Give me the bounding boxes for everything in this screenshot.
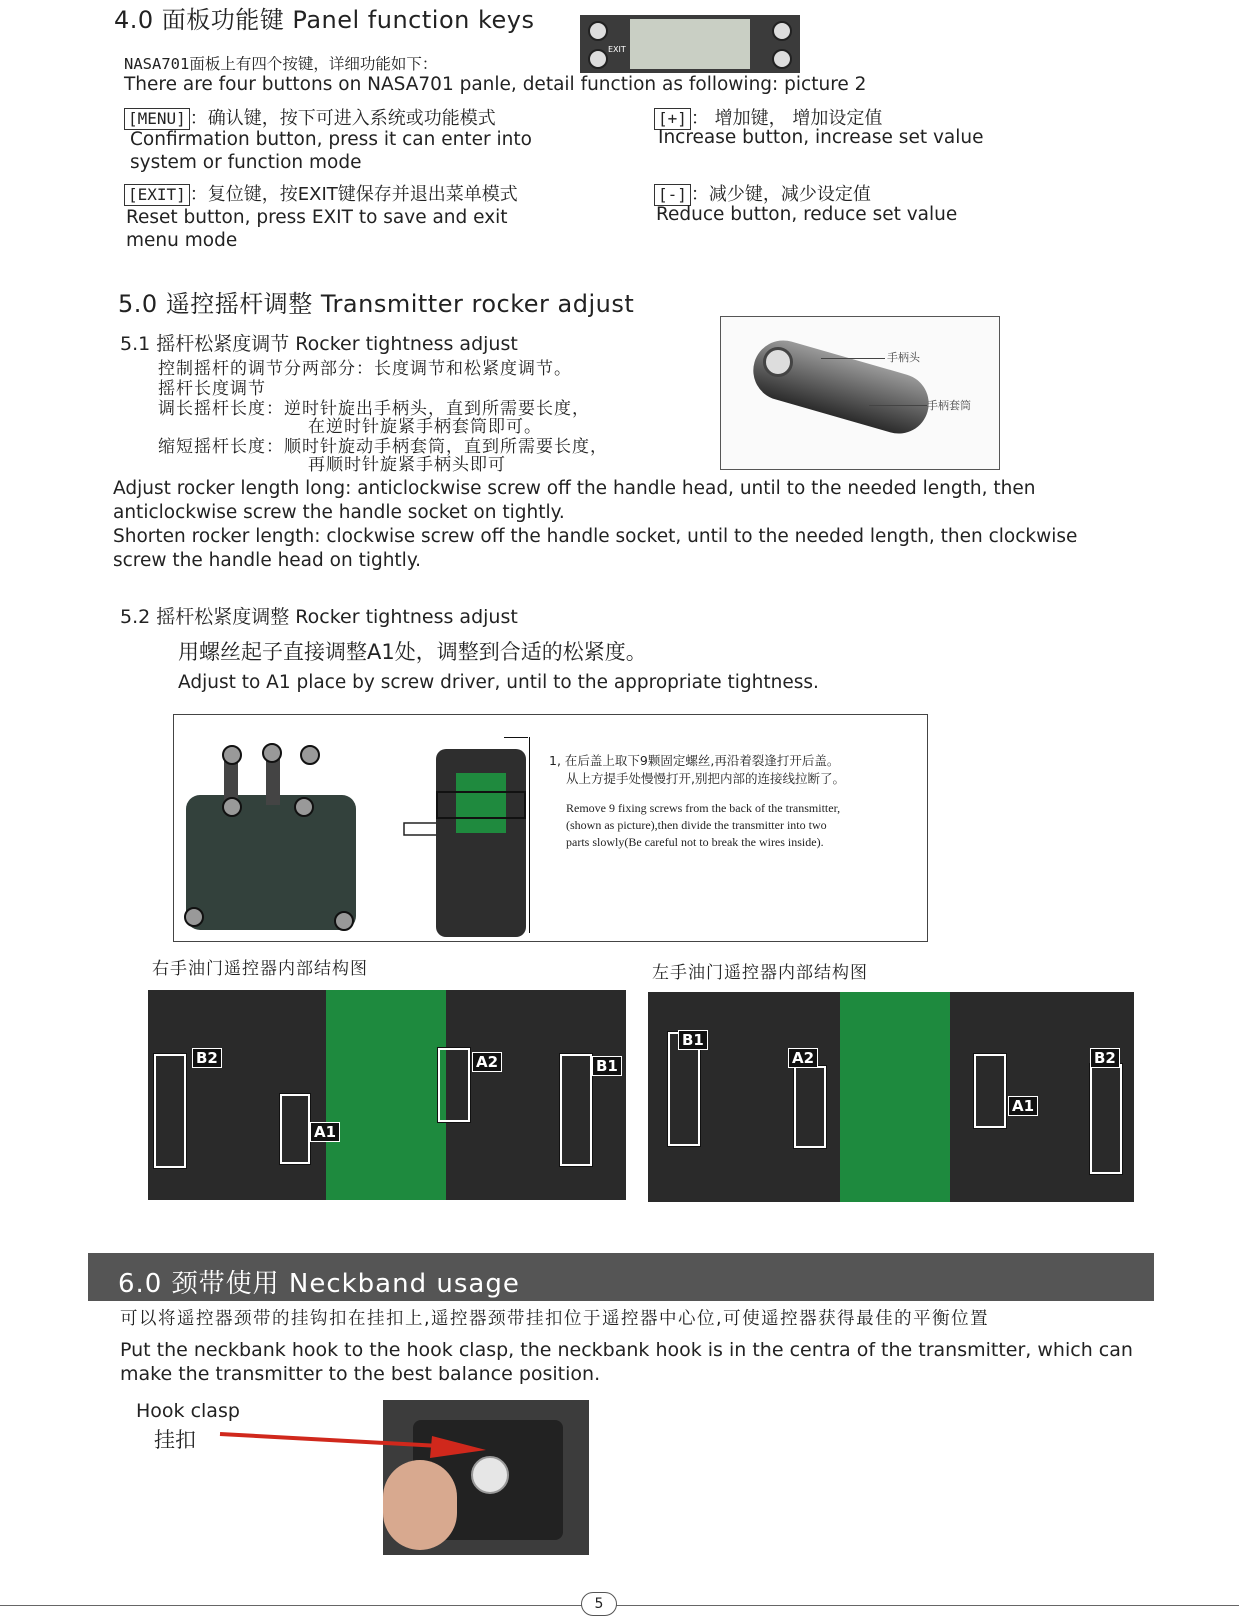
arrow-down-line — [529, 737, 530, 933]
section-4-intro-en: There are four buttons on NASA701 panle, detail function as following: picture 2 — [124, 74, 867, 95]
a2-highlight — [794, 1066, 826, 1148]
screw-icon — [300, 745, 320, 765]
label-b1: B1 — [678, 1030, 708, 1050]
step-en-2: parts slowly(Be careful not to break the wires inside). — [566, 835, 824, 849]
section-5-title: 5.0 遥控摇杆调整 Transmitter rocker adjust — [118, 290, 635, 318]
lcd-screen — [630, 19, 750, 69]
finger-shape — [383, 1460, 457, 1550]
label-a1: A1 — [1008, 1096, 1038, 1116]
footer-rule — [0, 1605, 1239, 1606]
b1-highlight — [560, 1054, 592, 1166]
plus-key-cn: ： 增加键， 增加设定值 — [690, 108, 883, 129]
screw-icon — [262, 743, 282, 763]
step-cn-0: 1, 在后盖上取下9颗固定螺丝,再沿着裂逢打开后盖。 — [549, 753, 840, 768]
panel-button-icon — [588, 21, 608, 41]
s6-en-0: Put the neckbank hook to the hook clasp, the neckbank hook is in the centra of the transmitter, which can — [120, 1339, 1133, 1361]
circuit-board-shape — [326, 990, 446, 1200]
s6-en-1: make the transmitter to the best balance position. — [120, 1363, 601, 1385]
panel-exit-label: EXIT — [608, 45, 626, 54]
circuit-board-shape — [840, 992, 950, 1202]
highlight-box — [436, 791, 526, 819]
left-throttle-caption: 左手油门遥控器内部结构图 — [652, 963, 868, 983]
exit-key-en: Reset button, press EXIT to save and exit menu mode — [126, 207, 508, 251]
leader-line — [821, 358, 885, 359]
menu-key-en: Confirmation button, press it can enter into system or function mode — [130, 129, 532, 173]
rocker-photo — [720, 316, 1000, 470]
s6-cn: 可以将遥控器颈带的挂钩扣在挂扣上,遥控器颈带挂扣位于遥控器中心位,可使遥控器获得最佳的平衡位置 — [120, 1309, 990, 1329]
s51-line-3: 在逆时针旋紧手柄套筒即可。 — [308, 417, 542, 437]
s52-cn: 用螺丝起子直接调整A1处，调整到合适的松紧度。 — [178, 640, 647, 664]
b2-highlight — [154, 1054, 186, 1168]
screw-icon — [222, 797, 242, 817]
screw-icon — [222, 745, 242, 765]
exit-key: [EXIT] — [124, 184, 190, 206]
s52-en: Adjust to A1 place by screw driver, until to the appropriate tightness. — [178, 672, 819, 693]
step-cn-1: 从上方提手处慢慢打开,别把内部的连接线拉断了。 — [566, 771, 845, 786]
plus-key-en: Increase button, increase set value — [658, 127, 984, 148]
exit-key-row — [124, 180, 518, 206]
red-arrow-icon — [218, 1428, 488, 1458]
hook-clasp-label-cn: 挂扣 — [154, 1428, 196, 1452]
leader-line — [869, 405, 927, 406]
hook-clasp-icon — [471, 1456, 509, 1494]
plus-key: [+] — [654, 108, 691, 130]
transmitter-back-photo — [186, 795, 356, 930]
s51-en-3: screw the handle head on tightly. — [113, 550, 422, 571]
minus-key-en: Reduce button, reduce set value — [656, 204, 958, 225]
screw-icon — [294, 797, 314, 817]
handle-head-icon — [763, 347, 793, 377]
panel-button-icon — [772, 21, 792, 41]
section-6-band — [88, 1253, 1154, 1301]
section-5-2-title: 5.2 摇杆松紧度调整 Rocker tightness adjust — [120, 606, 518, 628]
s51-line-2: 调长摇杆长度：逆时针旋出手柄头，直到所需要长度， — [158, 399, 590, 419]
s51-line-1: 摇杆长度调节 — [158, 379, 266, 399]
disassembly-figure — [173, 714, 928, 942]
handle-socket-label: 手柄套筒 — [927, 399, 971, 412]
a1-highlight — [974, 1054, 1006, 1128]
label-a1: A1 — [310, 1122, 340, 1142]
a2-highlight — [438, 1048, 470, 1122]
step-en-1: (shown as picture),then divide the transmitter into two — [566, 818, 827, 832]
menu-key-row — [124, 104, 496, 130]
a1-highlight — [280, 1094, 310, 1164]
s51-en-1: anticlockwise screw the handle socket on tightly. — [113, 502, 565, 523]
minus-key: [-] — [654, 184, 691, 206]
minus-key-cn: ：减少键，减少设定值 — [690, 184, 871, 205]
handle-head-label: 手柄头 — [887, 351, 920, 364]
screw-icon — [184, 907, 204, 927]
s51-line-4: 缩短摇杆长度：顺时针旋动手柄套筒，直到所需要长度， — [158, 437, 608, 457]
right-throttle-photo — [148, 990, 626, 1200]
left-throttle-photo — [648, 992, 1134, 1202]
leader-line — [504, 737, 528, 738]
menu-key-cn: ：确认键，按下可进入系统或功能模式 — [189, 108, 496, 129]
panel-button-icon — [588, 49, 608, 69]
s51-en-0: Adjust rocker length long: anticlockwise screw off the handle head, until to the needed length, then — [113, 478, 1036, 499]
page-number: 5 — [581, 1592, 617, 1616]
section-6-title: 6.0 颈带使用 Neckband usage — [118, 1269, 520, 1299]
label-a2: A2 — [788, 1048, 818, 1068]
right-throttle-caption: 右手油门遥控器内部结构图 — [152, 959, 368, 979]
section-4-intro-cn: NASA701面板上有四个按键，详细功能如下： — [124, 55, 438, 73]
panel-button-icon — [772, 49, 792, 69]
s51-line-5: 再顺时针旋紧手柄头即可 — [308, 455, 506, 475]
s51-en-2: Shorten rocker length: clockwise screw off the handle socket, until to the needed length, then clockwise — [113, 526, 1078, 547]
label-b1: B1 — [592, 1056, 622, 1076]
label-b2: B2 — [192, 1048, 222, 1068]
hook-clasp-photo — [383, 1400, 589, 1555]
step-en-0: Remove 9 fixing screws from the back of the transmitter, — [566, 801, 841, 815]
label-a2: A2 — [472, 1052, 502, 1072]
menu-key: [MENU] — [124, 108, 190, 130]
s51-line-0: 控制摇杆的调节分两部分：长度调节和松紧度调节。 — [158, 359, 572, 379]
screw-icon — [334, 911, 354, 931]
panel-photo — [580, 15, 800, 73]
b2-highlight — [1090, 1064, 1122, 1174]
section-5-1-title: 5.1 摇杆松紧度调节 Rocker tightness adjust — [120, 333, 518, 355]
exit-key-cn: ：复位键，按EXIT键保存并退出菜单模式 — [189, 184, 518, 205]
hook-clasp-label-en: Hook clasp — [136, 1400, 240, 1422]
section-4-title: 4.0 面板功能键 Panel function keys — [114, 6, 535, 34]
label-b2: B2 — [1090, 1048, 1120, 1068]
